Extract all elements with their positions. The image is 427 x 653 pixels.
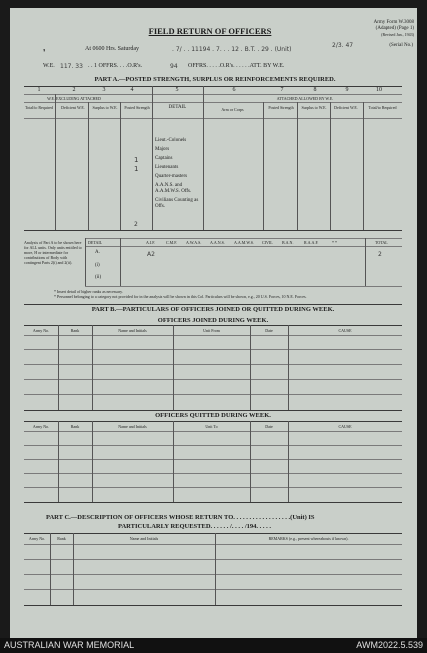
detail-header: DETAIL: [168, 105, 187, 110]
analysis-aif: A.I.F.: [146, 240, 156, 245]
joined-col-rank: Rank: [70, 328, 80, 333]
we-hand-2: 94: [170, 63, 178, 70]
analysis-aans: A.A.N.S.: [210, 240, 225, 245]
col-number-3: 3: [102, 87, 106, 93]
we-label: W.E.: [43, 63, 55, 69]
sub-right-1: Arm or Corps: [221, 107, 244, 112]
part-a-heading: PART A.—POSTED STRENGTH, SURPLUS OR REINFORCEMENTS REQUIRED.: [94, 76, 336, 83]
analysis-aamws: A.A.M.W.S.: [234, 240, 254, 245]
analysis-awas: A.W.A.S.: [186, 240, 202, 245]
analysis-detail: DETAIL: [88, 240, 103, 245]
rank-captains: Captains: [155, 156, 173, 161]
analysis-row-i: (i): [95, 263, 100, 268]
serial-label: (Serial No.): [389, 43, 413, 48]
rank-civilians: Civilians Counting as Offs.: [155, 198, 199, 209]
partc-col-name: Name and Initials: [129, 536, 159, 541]
sub-left-4: Posted Strength: [124, 105, 150, 110]
col-number-5: 5: [175, 87, 179, 93]
part-b-heading: PART B.—PARTICULARS OF OFFICERS JOINED OR QUITTED DURING WEEK.: [91, 306, 335, 313]
archive-id: AWM2022.5.539: [356, 640, 423, 650]
joined-col-name: Name and Initials: [118, 328, 147, 333]
sub-right-4: Deficient W.E.: [334, 105, 358, 110]
rank-lieutenants: Lieutenants: [155, 165, 179, 170]
joined-col-army-no: Army No.: [32, 328, 50, 333]
quitted-col-army-no: Army No.: [32, 424, 50, 429]
analysis-note: Analysis of Part A to be shown here for ALL units. Only units entitled to more, H or intermediate for contributions of Body with contingent Parts 2(i) and 2(ii).: [24, 240, 82, 265]
analysis-total: TOTAL: [375, 240, 388, 245]
col-number-8: 8: [313, 87, 317, 93]
report-date: . 7/ . . 11194 . 7. . . 12 . B.T. . 29 . (Unit): [172, 46, 292, 53]
analysis-raaf: R.A.A.F.: [304, 240, 319, 245]
rank-lt-colonels: Lieut.-Colonels: [155, 138, 187, 143]
analysis-row-ii: (ii): [95, 275, 102, 280]
partc-col-remarks: REMARKS (e.g., present whereabouts if known).: [268, 536, 349, 541]
col-number-7: 7: [280, 87, 284, 93]
quitted-col-unit: Unit To: [205, 424, 218, 429]
document-page: [10, 8, 417, 638]
analysis-other: * *: [332, 240, 337, 245]
adapted-note: (Adapted) (Page 1): [375, 26, 414, 31]
sub-left-3: Surplus to W.E.: [92, 105, 118, 110]
we-hand-1: 117. 33: [60, 63, 83, 70]
attached-allowed: ATTACHED ALLOWED BY W.E.: [276, 96, 334, 101]
hand-captains: 1: [134, 156, 139, 164]
partc-col-rank: Rank: [57, 536, 66, 541]
joined-col-date: Date: [265, 328, 273, 333]
we-attached: OFFRS. . . . .O.R's. . . . . .ATT. BY W.E.: [188, 63, 285, 69]
hand-lieutenants: 1: [134, 165, 139, 173]
sub-left-1: Total/to Required: [24, 105, 54, 110]
revised-note: (Revised Jan., 1943): [381, 32, 414, 37]
we-excluding-attached: W.E. EXCLUDING ATTACHED: [47, 96, 101, 101]
quitted-col-rank: Rank: [70, 424, 80, 429]
hand-total: 2: [134, 221, 138, 228]
analysis-row-a: A.: [95, 250, 100, 255]
margin-mark: ❜: [43, 48, 46, 57]
footnote-2: * Personnel belonging to a category not provided for in the analysis will be shown in this Col. Particulars will be shown, e.g., 20 U.S. Forces, 10 N.E. Forces.: [54, 294, 307, 299]
joined-col-unit: Unit From: [203, 328, 220, 333]
col-number-6: 6: [232, 87, 236, 93]
report-time: At 0600 Hrs. Saturday: [85, 46, 139, 52]
analysis-hand-aif: A2: [147, 251, 155, 258]
analysis-hand-total: 2: [378, 251, 382, 258]
analysis-civil: CIVIL: [262, 240, 273, 245]
quitted-col-name: Name and Initials: [118, 424, 147, 429]
archive-name: AUSTRALIAN WAR MEMORIAL: [4, 640, 135, 650]
footnote-1: * Insert detail of higher ranks as necessary.: [54, 289, 123, 294]
serial-handwriting: 2/3. 47: [332, 42, 354, 49]
quitted-col-cause: CAUSE: [338, 424, 352, 429]
partc-col-army-no: Army No.: [28, 536, 46, 541]
army-form-number: Army Form W.3008: [373, 20, 414, 25]
analysis-ban: B.A.N.: [282, 240, 294, 245]
col-number-1: 1: [37, 87, 41, 93]
we-offrs: . . 1 OFFRS. . . .O.R's.: [88, 63, 143, 69]
col-number-10: 10: [376, 87, 382, 93]
joined-col-cause: CAUSE: [338, 328, 352, 333]
sub-right-2: Posted Strength: [268, 105, 294, 110]
joined-heading: OFFICERS JOINED DURING WEEK.: [157, 317, 269, 324]
quitted-heading: OFFICERS QUITTED DURING WEEK.: [155, 412, 271, 419]
part-c-heading-2: PARTICULARLY REQUESTED. . . . . . /. . . . /194. . . . .: [118, 523, 272, 530]
form-title: FIELD RETURN OF OFFICERS: [148, 26, 272, 36]
rank-aans: A.A.N.S. and A.A.M.W.S. Offs.: [155, 183, 192, 194]
rank-quartermasters: Quarter-masters: [155, 174, 188, 179]
col-number-4: 4: [130, 87, 134, 93]
col-number-2: 2: [72, 87, 76, 93]
sub-left-2: Deficient W.E.: [61, 105, 85, 110]
analysis-cmf: C.M.F.: [166, 240, 178, 245]
sub-right-5: Total/to Required: [368, 105, 397, 110]
part-c-heading-1: PART C.—DESCRIPTION OF OFFICERS WHOSE RETURN TO. . . . . . . . . . . . . . . . . .(Unit) IS: [46, 514, 315, 521]
sub-right-3: Surplus to W.E.: [301, 105, 327, 110]
quitted-col-date: Date: [265, 424, 273, 429]
rank-majors: Majors: [155, 147, 170, 152]
archive-footer: [0, 638, 427, 653]
col-number-9: 9: [345, 87, 349, 93]
